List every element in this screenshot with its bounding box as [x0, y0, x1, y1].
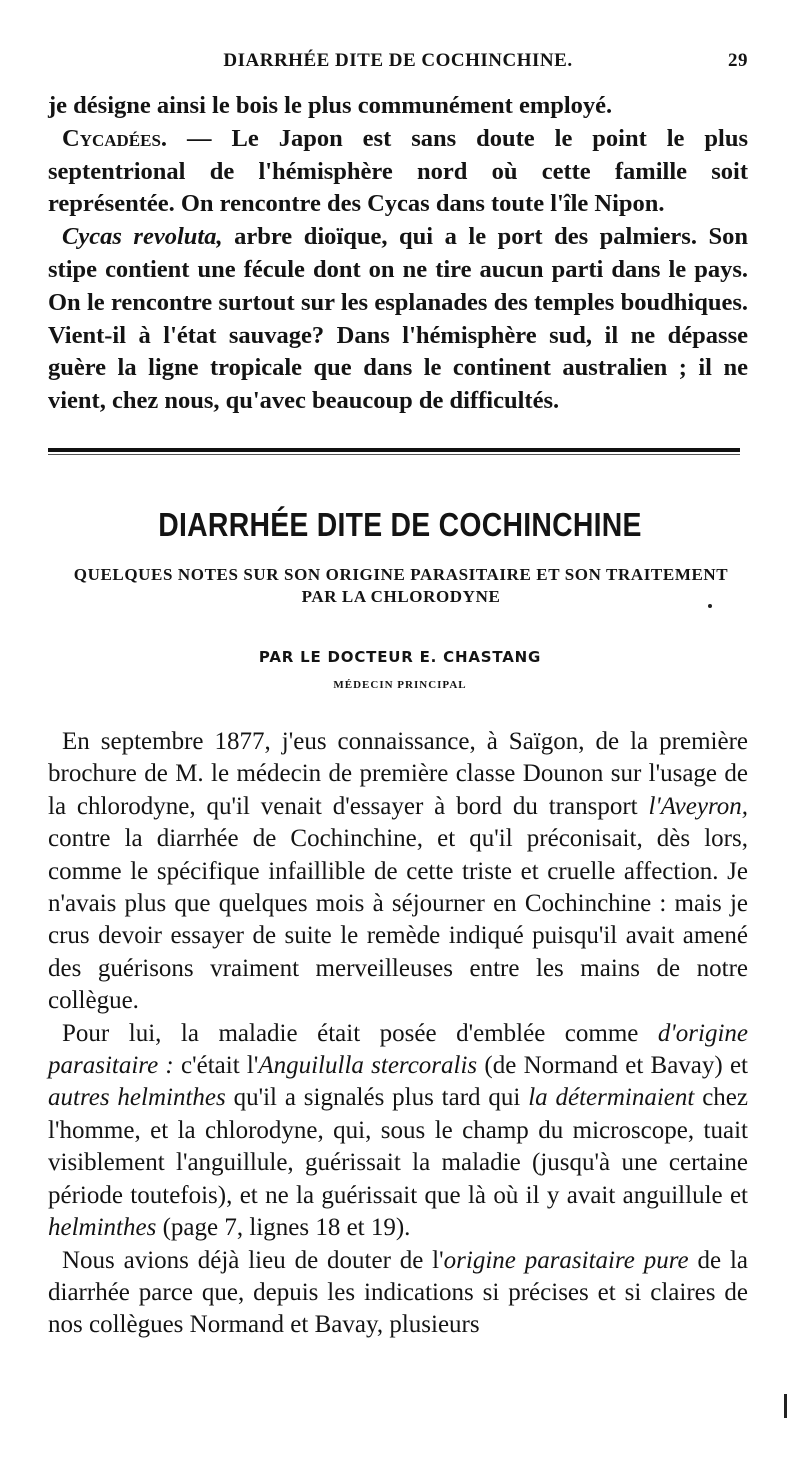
preceding-article-text	[48, 90, 748, 418]
print-speck	[708, 604, 712, 608]
section-divider	[48, 448, 740, 452]
ship-name: l'Aveyron,	[648, 792, 748, 820]
paragraph: je désigne ainsi le bois le plus communément employé.	[48, 92, 613, 119]
running-title: DIARRHÉE DITE DE COCHINCHINE.	[223, 50, 573, 71]
paragraph: En septembre 1877, j'eus connaissance, à Saïgon, de la première brochure de M. le médecin de première classe Dounon sur l'usage de la chlorodyne, qu'il venait d'essayer à bord du transport l'Aveyron, contre la diarrhée de Cochinchine, et qu'il préconisait, dès lors, comme le spécifique infaillible de cette triste et cruelle affection. Je n'avais plus que quelques mois à séjourner en Cochinchine : mais je crus devoir essayer de suite le remède indiqué puisqu'il avait amené des guérisons vraiment merveilleuses entre les mains de notre collègue.	[48, 728, 748, 1015]
section-heading: Cycadées.	[62, 124, 168, 152]
species-name: Cycas revoluta,	[62, 223, 223, 251]
article-body	[48, 726, 748, 1342]
author-byline: PAR LE DOCTEUR E. CHASTANG	[258, 648, 542, 666]
subtitle-line: PAR LA CHLORODYNE	[301, 587, 501, 606]
subtitle-line: QUELQUES NOTES SUR SON ORIGINE PARASITAIRE ET SON TRAITEMENT	[73, 565, 729, 584]
article-title: DIARRHÉE DITE DE COCHINCHINE	[158, 506, 642, 543]
article-subtitle	[56, 564, 746, 608]
paragraph: Pour lui, la maladie était posée d'emblée comme d'origine parasitaire : c'était l'Anguilulla stercoralis (de Normand et Bavay) et autres helminthes qu'il a signalés plus tard qui la déterminaient chez l'homme, et la chlorodyne, qui, sous le champ du microscope, tuait visiblement l'anguillule, guérissait la maladie (jusqu'à une certaine période toutefois), et ne la guérissait que là où il y avait anguillule et helminthes (page 7, lignes 18 et 19).	[48, 1019, 748, 1242]
paragraph-cycadees: Cycadées. — Le Japon est sans doute le point le plus septentrional de l'hémisphère nord où cette famille soit représentée. On rencontre des Cycas dans toute l'île Nipon.	[48, 124, 748, 218]
section-divider-thin	[48, 454, 740, 455]
species-name: Anguilulla stercoralis	[258, 1052, 478, 1080]
author-rank: MÉDECIN PRINCIPAL	[333, 679, 467, 691]
paragraph-cycas: Cycas revoluta, arbre dioïque, qui a le port des palmiers. Son stipe contient une fécule dont on ne tire aucun parti dans le pays. On le rencontre surtout sur les esplanades des temples boudhiques. Vient-il à l'état sauvage? Dans l'hémisphère sud, il ne dépasse guère la ligne tropicale que dans le continent australien ; il ne vient, chez nous, qu'avec beaucoup de difficultés.	[48, 223, 748, 415]
paragraph: Nous avions déjà lieu de douter de l'origine parasitaire pure de la diarrhée parce que, depuis les indications si précises et si claires de nos collègues Normand et Bavay, plusieurs	[48, 1246, 748, 1339]
page-number: 29	[728, 50, 748, 71]
margin-mark	[784, 1394, 787, 1418]
